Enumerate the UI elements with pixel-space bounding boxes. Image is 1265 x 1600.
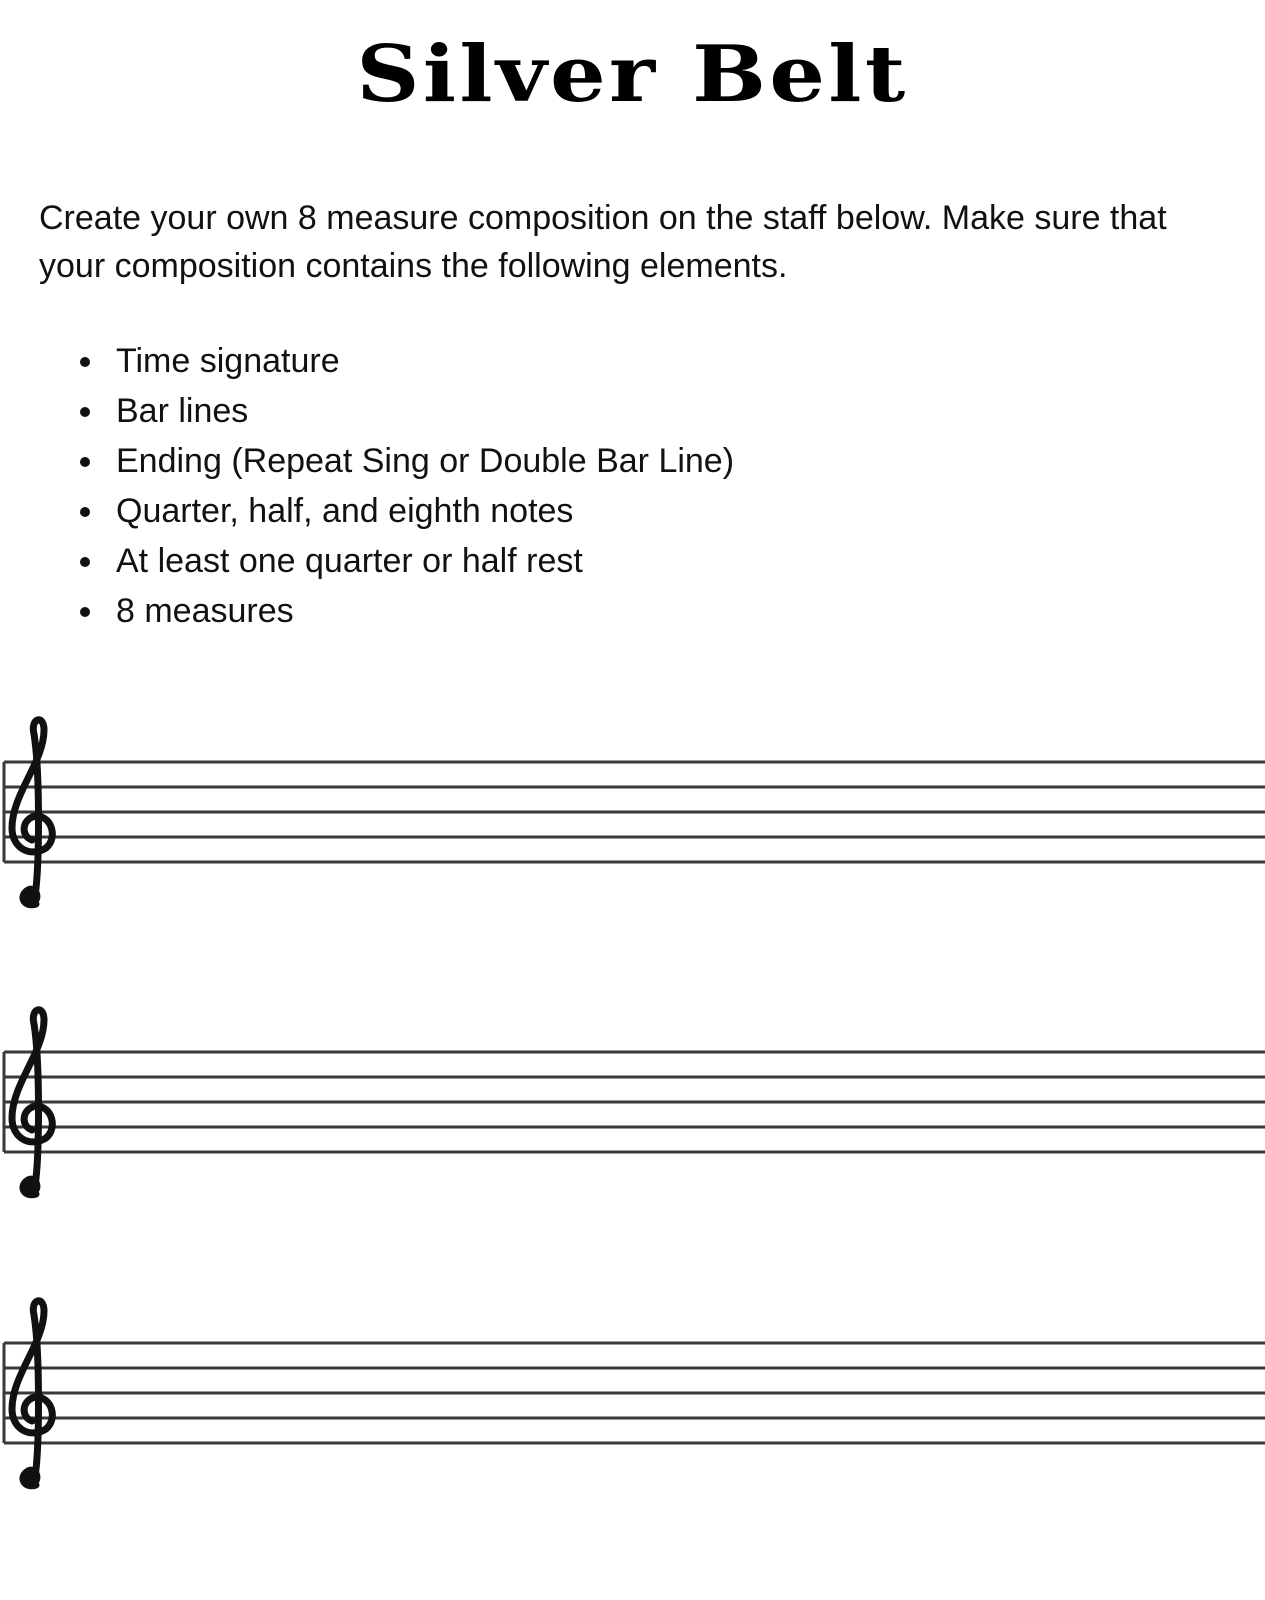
bullet-icon — [80, 507, 90, 517]
requirement-label: Bar lines — [116, 392, 249, 430]
page-title: Silver Belt — [356, 29, 909, 120]
bullet-icon — [80, 457, 90, 467]
requirement-label: 8 measures — [116, 592, 294, 630]
requirements-list — [80, 336, 734, 636]
music-staff-3[interactable] — [0, 1293, 1265, 1503]
requirement-label: Ending (Repeat Sing or Double Bar Line) — [116, 442, 735, 480]
list-item — [80, 436, 734, 486]
music-staff-1[interactable] — [0, 712, 1265, 922]
bullet-icon — [80, 407, 90, 417]
list-item — [80, 586, 734, 636]
bullet-icon — [80, 357, 90, 367]
list-item — [80, 386, 734, 436]
instructions-text: Create your own 8 measure composition on the staff below. Make sure that your composition contains the following elements. — [39, 199, 1167, 285]
bullet-icon — [80, 607, 90, 617]
requirement-label: Quarter, half, and eighth notes — [116, 492, 574, 530]
music-staff-2[interactable] — [0, 1002, 1265, 1212]
bullet-icon — [80, 557, 90, 567]
list-item — [80, 536, 734, 586]
requirement-label: Time signature — [116, 342, 340, 380]
list-item — [80, 486, 734, 536]
list-item — [80, 336, 734, 386]
requirement-label: At least one quarter or half rest — [116, 542, 583, 580]
